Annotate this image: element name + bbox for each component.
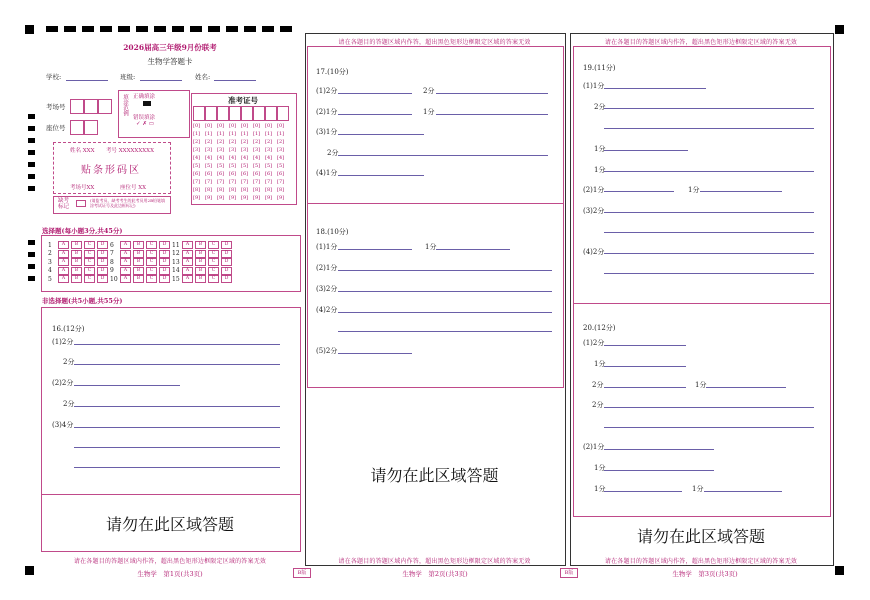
answer-line[interactable]: [604, 470, 714, 471]
option-bubble[interactable]: D: [159, 258, 170, 266]
question-number: 8: [110, 258, 114, 266]
q16-title: 16.(12分): [52, 325, 85, 333]
answer-line[interactable]: [338, 155, 548, 156]
warning-text: 请在各题目的答题区域内作答，超出黑色矩形边框限定区域的答案无效: [604, 39, 798, 46]
option-bubble[interactable]: A: [182, 250, 193, 258]
option-bubble[interactable]: C: [146, 250, 157, 258]
corner-mark: [25, 25, 34, 34]
option-bubble[interactable]: D: [159, 275, 170, 283]
choice-question: [48, 250, 110, 258]
room-box[interactable]: [84, 99, 98, 114]
option-bubble[interactable]: A: [182, 241, 193, 249]
q19-title: 19.(11分): [583, 64, 616, 72]
digit-column[interactable]: [0] [1] [2] [3] [4] [5] [6] [7] [8] [9]: [205, 123, 213, 201]
choice-question: [172, 258, 234, 266]
warning-text: 请在各题目的答题区域内作答，超出黑色矩形边框限定区域的答案无效: [73, 558, 267, 565]
barcode-seat: 座位号 XX: [120, 185, 147, 191]
option-bubble[interactable]: A: [182, 275, 193, 283]
room-label: 考场号: [46, 103, 66, 111]
name-field[interactable]: [214, 80, 256, 81]
option-bubble[interactable]: D: [97, 275, 108, 283]
answer-line[interactable]: [74, 385, 180, 386]
option-bubble[interactable]: C: [84, 241, 95, 249]
fill-correct-label: 正确填涂: [133, 94, 156, 100]
choice-question: [48, 275, 110, 283]
answer-line[interactable]: [338, 353, 412, 354]
option-bubble[interactable]: A: [120, 267, 131, 275]
no-answer-text: 请勿在此区域答题: [370, 466, 499, 485]
version-badge: B版: [293, 568, 311, 578]
option-bubble[interactable]: D: [97, 241, 108, 249]
option-bubble[interactable]: B: [71, 258, 82, 266]
option-bubble[interactable]: D: [221, 258, 232, 266]
option-bubble[interactable]: B: [71, 241, 82, 249]
q17-title: 17.(10分): [316, 68, 349, 76]
option-bubble[interactable]: C: [146, 275, 157, 283]
option-bubble[interactable]: D: [159, 267, 170, 275]
digit-column[interactable]: [0] [1] [2] [3] [4] [5] [6] [7] [8] [9]: [229, 123, 237, 201]
answer-line[interactable]: [74, 344, 280, 345]
answer-line[interactable]: [74, 406, 280, 407]
answer-line[interactable]: [436, 114, 548, 115]
option-bubble[interactable]: A: [58, 275, 69, 283]
answer-line[interactable]: [338, 175, 424, 176]
answer-line[interactable]: [338, 291, 552, 292]
class-label: 班级:: [120, 73, 136, 81]
q18-title: 18.(10分): [316, 228, 349, 236]
answer-line[interactable]: [604, 171, 814, 172]
answer-line[interactable]: [338, 312, 552, 313]
option-bubble[interactable]: B: [133, 258, 144, 266]
option-bubble[interactable]: D: [221, 250, 232, 258]
option-bubble[interactable]: B: [71, 250, 82, 258]
answer-line[interactable]: [604, 491, 682, 492]
q18-part3: (3)2分: [316, 285, 338, 293]
filled-bubble-icon: [143, 101, 151, 106]
answer-line[interactable]: [604, 427, 814, 428]
room-box[interactable]: [98, 99, 112, 114]
option-bubble[interactable]: C: [84, 258, 95, 266]
question-number: 1: [48, 241, 52, 249]
warning-text: 请在各题目的答题区域内作答，超出黑色矩形边框限定区域的答案无效: [604, 558, 798, 565]
barcode-name: 姓名 XXX: [70, 148, 95, 154]
option-bubble[interactable]: C: [146, 258, 157, 266]
answer-line[interactable]: [338, 134, 424, 135]
q18-part1: (1)1分: [316, 243, 338, 251]
option-bubble[interactable]: A: [120, 250, 131, 258]
choice-title: 选择题(每小题3分,共45分): [42, 227, 123, 235]
answer-line[interactable]: [74, 427, 280, 428]
absent-note: (请监考员、缺考考生的此考员用2B铅笔填涂考试证号及此边框标记): [90, 198, 166, 208]
q20-part1e: 2分: [592, 401, 604, 409]
q20-part1b: 1分: [594, 360, 606, 368]
digit-column[interactable]: [0] [1] [2] [3] [4] [5] [6] [7] [8] [9]: [241, 123, 249, 201]
q17-part1b: 2分: [423, 87, 435, 95]
choice-question: [172, 250, 234, 258]
option-bubble[interactable]: A: [120, 241, 131, 249]
card-title: 生物学答题卡: [147, 57, 193, 66]
digit-column[interactable]: [0] [1] [2] [3] [4] [5] [6] [7] [8] [9]: [193, 123, 201, 201]
q17-part3b: 2分: [327, 149, 339, 157]
answer-line[interactable]: [604, 345, 686, 346]
fill-wrong-label: 错误填涂: [133, 115, 156, 121]
admission-label: 准考证号: [228, 96, 258, 105]
q20-part1c: 2分: [592, 381, 604, 389]
q19-part1b: 2分: [594, 103, 606, 111]
q17-part1: (1)2分: [316, 87, 338, 95]
seat-box[interactable]: [84, 120, 98, 135]
q19-part1: (1)1分: [583, 82, 605, 90]
q20-part2d: 1分: [692, 485, 704, 493]
answer-line[interactable]: [604, 191, 674, 192]
option-bubble[interactable]: B: [133, 275, 144, 283]
q16-part1: (1)2分: [52, 338, 74, 346]
answer-line[interactable]: [604, 150, 688, 151]
option-bubble[interactable]: D: [159, 241, 170, 249]
corner-mark: [25, 566, 34, 575]
footer-page-2: 生物学 第2页(共3页): [402, 570, 468, 578]
footer-page-3: 生物学 第3页(共3页): [672, 570, 738, 578]
answer-line[interactable]: [338, 331, 552, 332]
question-number: 14: [172, 267, 180, 274]
exam-title: 2026届高三年级9月份联考: [123, 43, 217, 52]
q20-part2: (2)1分: [583, 443, 605, 451]
q19-part2: (2)1分: [583, 186, 605, 194]
question-number: 9: [110, 267, 114, 274]
q19-part3: (3)2分: [583, 207, 605, 215]
school-label: 学校:: [46, 73, 62, 81]
answer-line[interactable]: [604, 407, 814, 408]
option-bubble[interactable]: D: [97, 267, 108, 275]
no-answer-text: 请勿在此区域答题: [636, 527, 765, 546]
choice-question: [110, 275, 172, 283]
option-bubble[interactable]: C: [208, 241, 219, 249]
option-bubble[interactable]: D: [159, 250, 170, 258]
nonchoice-title: 非选择题(共5小题,共55分): [42, 297, 123, 305]
option-bubble[interactable]: B: [133, 241, 144, 249]
seat-label: 座位号: [46, 124, 66, 132]
option-bubble[interactable]: A: [182, 267, 193, 275]
option-bubble[interactable]: C: [208, 275, 219, 283]
choice-question: [172, 275, 234, 283]
q18-part1b: 1分: [425, 243, 437, 251]
option-bubble[interactable]: C: [84, 250, 95, 258]
q16-part2: (2)2分: [52, 379, 74, 387]
option-bubble[interactable]: D: [221, 267, 232, 275]
q18-part4: (4)2分: [316, 306, 338, 314]
option-bubble[interactable]: A: [58, 258, 69, 266]
answer-line[interactable]: [604, 232, 814, 233]
absent-label: 缺考标记: [58, 198, 70, 210]
q20-title: 20.(12分): [583, 324, 616, 332]
option-bubble[interactable]: A: [58, 241, 69, 249]
option-bubble[interactable]: B: [133, 267, 144, 275]
corner-mark: [835, 25, 844, 34]
q18-part5: (5)2分: [316, 347, 338, 355]
option-bubble[interactable]: D: [221, 275, 232, 283]
digit-column[interactable]: [0] [1] [2] [3] [4] [5] [6] [7] [8] [9]: [265, 123, 273, 201]
option-bubble[interactable]: B: [133, 250, 144, 258]
answer-line[interactable]: [604, 387, 686, 388]
option-bubble[interactable]: B: [195, 258, 206, 266]
choice-question: [172, 267, 234, 275]
answer-line[interactable]: [436, 249, 510, 250]
question-number: 12: [172, 250, 180, 257]
answer-line[interactable]: [338, 93, 412, 94]
option-bubble[interactable]: A: [58, 267, 69, 275]
q20-part1d: 1分: [695, 381, 707, 389]
warning-text: 请在各题目的答题区域内作答，超出黑色矩形边框限定区域的答案无效: [338, 558, 531, 565]
q16-part2b: 2分: [63, 400, 75, 408]
name-label: 姓名:: [195, 73, 211, 81]
option-bubble[interactable]: D: [221, 241, 232, 249]
version-badge: B版: [560, 568, 578, 578]
wrong-fill-icons: ✓ ✗ ▭: [136, 121, 154, 127]
question-number: 13: [172, 258, 180, 266]
answer-line[interactable]: [604, 108, 814, 109]
answer-line[interactable]: [74, 467, 280, 468]
choice-question: [48, 241, 110, 249]
option-bubble[interactable]: A: [120, 258, 131, 266]
no-answer-text: 请勿在此区域答题: [105, 515, 234, 534]
answer-line[interactable]: [604, 88, 706, 89]
answer-line[interactable]: [74, 364, 280, 365]
option-bubble[interactable]: C: [146, 267, 157, 275]
absent-bubble[interactable]: [76, 200, 86, 207]
question-number: 11: [172, 241, 180, 249]
q17-part3: (3)1分: [316, 128, 338, 136]
answer-line[interactable]: [700, 191, 782, 192]
warning-text: 请在各题目的答题区域内作答，超出黑色矩形边框限定区域的答案无效: [338, 39, 531, 46]
q19-part4: (4)2分: [583, 248, 605, 256]
barcode-id: 考号 XXXXXXXXX: [106, 148, 154, 154]
option-bubble[interactable]: C: [146, 241, 157, 249]
option-bubble[interactable]: B: [195, 241, 206, 249]
option-bubble[interactable]: D: [97, 258, 108, 266]
option-bubble[interactable]: B: [71, 267, 82, 275]
q17-part2b: 1分: [423, 108, 435, 116]
q16-part1b: 2分: [63, 358, 75, 366]
answer-line[interactable]: [604, 253, 814, 254]
answer-line[interactable]: [604, 366, 686, 367]
barcode-title: 贴条形码区: [81, 165, 141, 176]
answer-line[interactable]: [74, 447, 280, 448]
question-number: 3: [48, 258, 52, 266]
option-bubble[interactable]: C: [208, 250, 219, 258]
answer-line[interactable]: [338, 249, 412, 250]
q19-area: [573, 46, 831, 304]
option-bubble[interactable]: A: [182, 258, 193, 266]
answer-line[interactable]: [604, 212, 814, 213]
answer-line[interactable]: [604, 449, 714, 450]
q20-part2c: 1分: [594, 485, 606, 493]
question-number: 10: [110, 275, 118, 283]
q18-part2: (2)1分: [316, 264, 338, 272]
choice-question: [172, 241, 234, 249]
option-bubble[interactable]: A: [58, 250, 69, 258]
option-bubble[interactable]: B: [195, 267, 206, 275]
answer-line[interactable]: [338, 270, 552, 271]
corner-mark: [835, 566, 844, 575]
room-box[interactable]: [70, 99, 84, 114]
option-bubble[interactable]: D: [97, 250, 108, 258]
option-bubble[interactable]: C: [84, 275, 95, 283]
school-field[interactable]: [66, 80, 108, 81]
q19-part1d: 1分: [594, 166, 606, 174]
question-number: 2: [48, 250, 52, 257]
question-number: 7: [110, 250, 114, 257]
q20-part1: (1)2分: [583, 339, 605, 347]
q16-part3: (3)4分: [52, 421, 74, 429]
choice-question: [110, 267, 172, 275]
q20-part2b: 1分: [594, 464, 606, 472]
fill-example-label: 填涂范例: [122, 94, 128, 116]
q19-part2b: 1分: [688, 186, 700, 194]
question-number: 6: [110, 241, 114, 249]
q19-part1c: 1分: [594, 145, 606, 153]
question-number: 15: [172, 275, 180, 283]
option-bubble[interactable]: B: [71, 275, 82, 283]
option-bubble[interactable]: C: [208, 267, 219, 275]
question-number: 5: [48, 275, 52, 283]
option-bubble[interactable]: B: [195, 250, 206, 258]
answer-line[interactable]: [436, 93, 548, 94]
answer-line[interactable]: [338, 114, 412, 115]
class-field[interactable]: [140, 80, 182, 81]
barcode-room: 考场号XX: [70, 185, 95, 191]
answer-line[interactable]: [604, 128, 814, 129]
digit-column[interactable]: [0] [1] [2] [3] [4] [5] [6] [7] [8] [9]: [217, 123, 225, 201]
digit-column[interactable]: [0] [1] [2] [3] [4] [5] [6] [7] [8] [9]: [253, 123, 261, 201]
question-number: 4: [48, 267, 52, 274]
choice-question: [110, 250, 172, 258]
choice-question: [110, 258, 172, 266]
option-bubble[interactable]: C: [208, 258, 219, 266]
choice-question: [48, 258, 110, 266]
footer-page-1: 生物学 第1页(共3页): [137, 570, 203, 578]
q17-part2: (2)1分: [316, 108, 338, 116]
choice-question: [48, 267, 110, 275]
answer-line[interactable]: [604, 273, 814, 274]
seat-box[interactable]: [70, 120, 84, 135]
choice-question: [110, 241, 172, 249]
option-bubble[interactable]: A: [120, 275, 131, 283]
digit-column[interactable]: [0] [1] [2] [3] [4] [5] [6] [7] [8] [9]: [277, 123, 285, 201]
option-bubble[interactable]: B: [195, 275, 206, 283]
answer-line[interactable]: [704, 491, 782, 492]
option-bubble[interactable]: C: [84, 267, 95, 275]
q17-part4: (4)1分: [316, 169, 338, 177]
answer-line[interactable]: [706, 387, 786, 388]
